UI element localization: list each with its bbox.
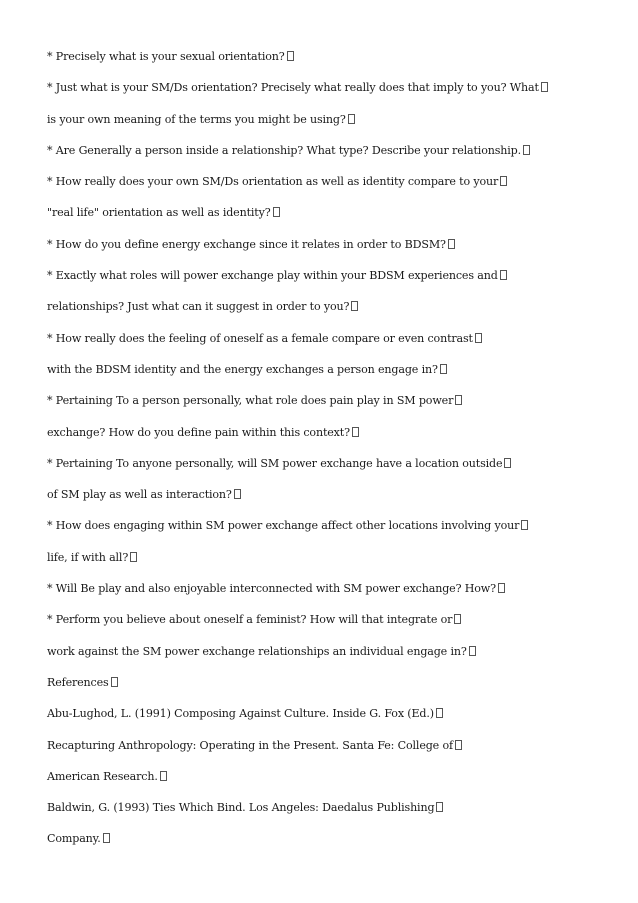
text-line-content: Baldwin, G. (1993) Ties Which Bind. Los Angeles: Daedalus Publishing: [47, 801, 435, 815]
text-line-content: "real life" orientation as well as identity?: [47, 206, 271, 220]
text-line-content: * Precisely what is your sexual orientation?: [47, 50, 285, 63]
missing-glyph-icon: [500, 176, 507, 186]
text-line-content: * Exactly what roles will power exchange play within your BDSM experiences and: [47, 269, 498, 283]
text-line: [47, 331, 607, 362]
missing-glyph-icon: [287, 51, 294, 61]
text-line: [47, 49, 607, 80]
text-line-content: * Are Generally a person inside a relationship? What type? Describe your relationship.: [47, 143, 521, 157]
text-line-content: is your own meaning of the terms you might be using?: [47, 112, 346, 126]
missing-glyph-icon: [521, 520, 528, 530]
text-line: [47, 612, 607, 643]
missing-glyph-icon: [455, 395, 462, 405]
text-line-content: work against the SM power exchange relationships an individual engage in?: [47, 644, 467, 658]
text-line: [47, 268, 607, 299]
text-line: [47, 550, 607, 581]
missing-glyph-icon: [475, 333, 482, 343]
missing-glyph-icon: [351, 301, 358, 311]
text-line-content: Abu-Lughod, L. (1991) Composing Against Culture. Inside G. Fox (Ed.): [47, 707, 434, 721]
text-line-content: exchange? How do you define pain within this context?: [47, 425, 350, 439]
missing-glyph-icon: [273, 207, 280, 217]
missing-glyph-icon: [469, 646, 476, 656]
missing-glyph-icon: [454, 614, 461, 624]
text-line: [47, 456, 607, 487]
missing-glyph-icon: [455, 740, 462, 750]
text-line: [47, 112, 607, 143]
text-line: [47, 143, 607, 174]
text-line-content: * Pertaining To a person personally, what role does pain play in SM power: [47, 394, 454, 408]
text-line-content: * How do you define energy exchange since it relates in order to BDSM?: [47, 237, 446, 251]
text-line-content: * Will Be play and also enjoyable interconnected with SM power exchange? How?: [47, 582, 496, 596]
text-line-content: * Pertaining To anyone personally, will SM power exchange have a location outside: [47, 456, 503, 470]
text-line-content: life, if with all?: [47, 550, 129, 564]
reference-line: [47, 831, 607, 862]
missing-glyph-icon: [523, 145, 530, 155]
text-line-content: * Perform you believe about oneself a feminist? How will that integrate or: [47, 613, 453, 627]
text-line-content: * Just what is your SM/Ds orientation? Precisely what really does that imply to you? What: [47, 81, 539, 95]
missing-glyph-icon: [498, 583, 505, 593]
text-line-content: * How really does your own SM/Ds orientation as well as identity compare to your: [47, 175, 499, 189]
text-line-content: * How really does the feeling of oneself as a female compare or even contrast: [47, 331, 473, 345]
text-line: [47, 237, 607, 268]
missing-glyph-icon: [436, 802, 443, 812]
text-line-content: of SM play as well as interaction?: [47, 488, 232, 502]
missing-glyph-icon: [103, 833, 110, 843]
missing-glyph-icon: [234, 489, 241, 499]
text-line: [47, 425, 607, 456]
missing-glyph-icon: [160, 771, 167, 781]
reference-line: [47, 738, 607, 769]
text-line: [47, 174, 607, 205]
text-line-content: Company.: [47, 832, 101, 846]
references-heading: [47, 675, 607, 706]
text-line-content: * How does engaging within SM power exchange affect other locations involving your: [47, 519, 520, 533]
missing-glyph-icon: [352, 427, 359, 437]
reference-line: [47, 800, 607, 831]
missing-glyph-icon: [500, 270, 507, 280]
text-line-content: relationships? Just what can it suggest in order to you?: [47, 300, 350, 314]
text-line: [47, 299, 607, 330]
text-line: [47, 581, 607, 612]
text-line-content: American Research.: [47, 769, 158, 783]
text-line: [47, 487, 607, 518]
missing-glyph-icon: [504, 458, 511, 468]
text-line: [47, 518, 607, 549]
document-body: [47, 49, 607, 863]
text-line-content: with the BDSM identity and the energy exchanges a person engage in?: [47, 362, 438, 376]
text-line: [47, 393, 607, 424]
missing-glyph-icon: [448, 239, 455, 249]
text-line: [47, 644, 607, 675]
text-line: [47, 362, 607, 393]
missing-glyph-icon: [440, 364, 447, 374]
missing-glyph-icon: [130, 552, 137, 562]
text-line-content: References: [47, 675, 109, 689]
reference-line: [47, 769, 607, 800]
text-line: [47, 80, 607, 111]
reference-line: [47, 706, 607, 737]
text-line: [47, 205, 607, 236]
missing-glyph-icon: [111, 677, 118, 687]
missing-glyph-icon: [348, 114, 355, 124]
missing-glyph-icon: [541, 82, 548, 92]
text-line-content: Recapturing Anthropology: Operating in the Present. Santa Fe: College of: [47, 738, 453, 752]
missing-glyph-icon: [436, 708, 443, 718]
